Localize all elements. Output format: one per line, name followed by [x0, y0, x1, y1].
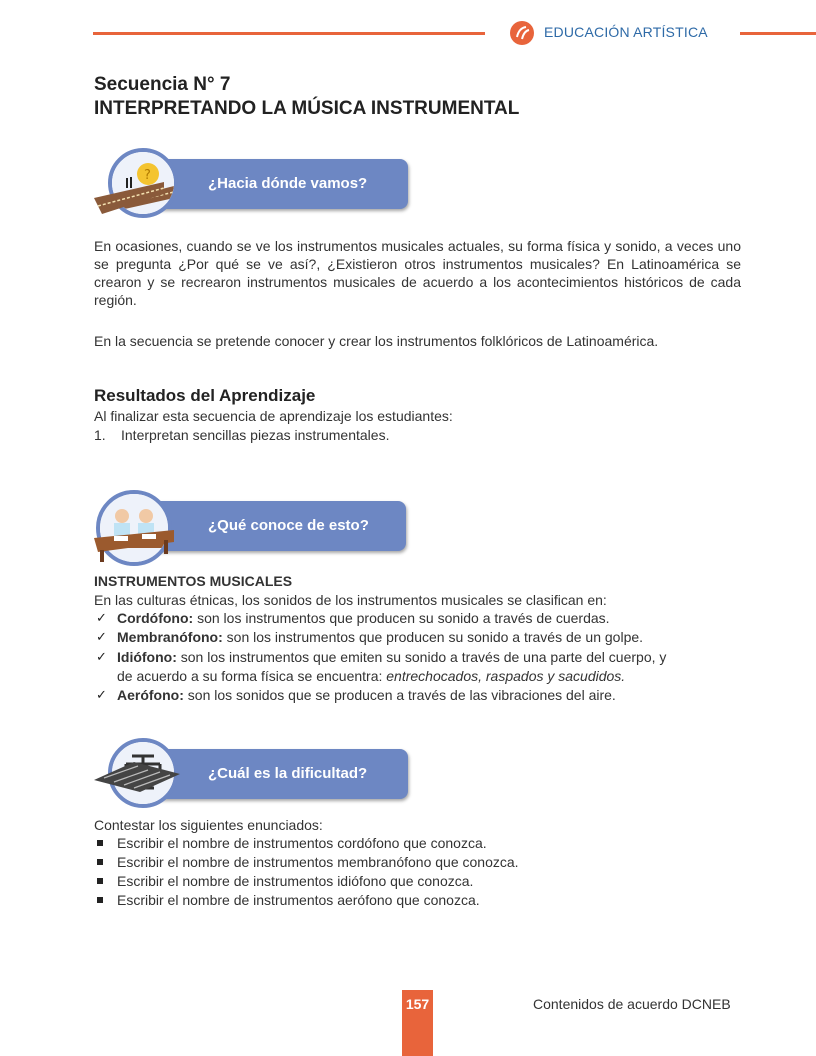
- list-item-membranofono: [117, 628, 643, 646]
- header-rule-right: [740, 32, 816, 35]
- banner-label: ¿Cuál es la dificultad?: [208, 765, 368, 782]
- definition: son los instrumentos que producen su sonido a través de un golpe.: [222, 629, 644, 645]
- list-item-idiofono-continued: [117, 667, 625, 685]
- svg-text:?: ?: [144, 168, 151, 183]
- road-extension-icon: [94, 178, 164, 218]
- results-item-number: 1.: [94, 427, 106, 443]
- definition-italic: entrechocados, raspados y sacudidos.: [386, 668, 626, 684]
- results-heading: Resultados del Aprendizaje: [94, 386, 316, 405]
- term: Cordófono:: [117, 610, 194, 626]
- maze-base-icon: [94, 758, 180, 794]
- question-item: Escribir el nombre de instrumentos membranófono que conozca.: [117, 854, 519, 870]
- list-item-cordofono: [117, 609, 610, 627]
- term: Idiófono:: [117, 649, 177, 665]
- banner-cual-dificultad: [150, 749, 408, 799]
- questions-intro: Contestar los siguientes enunciados:: [94, 817, 323, 833]
- question-item: Escribir el nombre de instrumentos idiófono que conozca.: [117, 873, 474, 889]
- banner-hacia-donde: [150, 159, 408, 209]
- sequence-title: Secuencia N° 7: [94, 74, 231, 95]
- checkmark-icon: ✓: [96, 649, 107, 664]
- footer-text: Contenidos de acuerdo DCNEB: [533, 996, 731, 1012]
- sequence-subtitle: INTERPRETANDO LA MÚSICA INSTRUMENTAL: [94, 98, 520, 119]
- subject-label: EDUCACIÓN ARTÍSTICA: [544, 24, 708, 40]
- page-number: 157: [405, 996, 430, 1012]
- checkmark-icon: ✓: [96, 629, 107, 644]
- definition: son los instrumentos que emiten su sonido a través de una parte del cuerpo, y: [176, 649, 667, 665]
- banner-label: ¿Qué conoce de esto?: [208, 517, 369, 534]
- intro-paragraph-2: En la secuencia se pretende conocer y crear los instrumentos folklóricos de Latinoamérica.: [94, 333, 659, 349]
- intro-paragraph: En ocasiones, cuando se ve los instrumentos musicales actuales, su forma física y sonido, a veces uno se pregunta ¿Por qué se ve así?, ¿Existieron otros instrumentos musicales? En Latinoamérica se crearon y se recrearon instrumentos musicales de acuerdo a los acontecimientos históricos de cada región.: [94, 238, 741, 308]
- definition: son los sonidos que se producen a través de las vibraciones del aire.: [183, 687, 616, 703]
- header-rule-left: [93, 32, 485, 35]
- square-bullet-icon: [97, 859, 103, 865]
- checkmark-icon: ✓: [96, 610, 107, 625]
- definition-continued: de acuerdo a su forma física se encuentra:: [117, 668, 387, 684]
- checkmark-icon: ✓: [96, 687, 107, 702]
- results-item: Interpretan sencillas piezas instrumentales.: [121, 427, 390, 443]
- term: Aerófono:: [117, 687, 184, 703]
- list-item-idiofono: [117, 648, 666, 666]
- banner-label: ¿Hacia dónde vamos?: [208, 175, 368, 192]
- term: Membranófono:: [117, 629, 223, 645]
- question-item: Escribir el nombre de instrumentos cordófono que conozca.: [117, 835, 487, 851]
- instruments-heading: INSTRUMENTOS MUSICALES: [94, 573, 293, 589]
- square-bullet-icon: [97, 840, 103, 846]
- logo-icon: [509, 20, 535, 46]
- definition: son los instrumentos que producen su sonido a través de cuerdas.: [193, 610, 610, 626]
- square-bullet-icon: [97, 897, 103, 903]
- question-item: Escribir el nombre de instrumentos aerófono que conozca.: [117, 892, 480, 908]
- banner-que-conoce: [150, 501, 406, 551]
- list-item-aerofono: [117, 686, 616, 704]
- square-bullet-icon: [97, 878, 103, 884]
- instruments-intro: En las culturas étnicas, los sonidos de los instrumentos musicales se clasifican en:: [94, 592, 607, 608]
- desk-icon: [94, 528, 174, 564]
- results-intro: Al finalizar esta secuencia de aprendizaje los estudiantes:: [94, 408, 453, 424]
